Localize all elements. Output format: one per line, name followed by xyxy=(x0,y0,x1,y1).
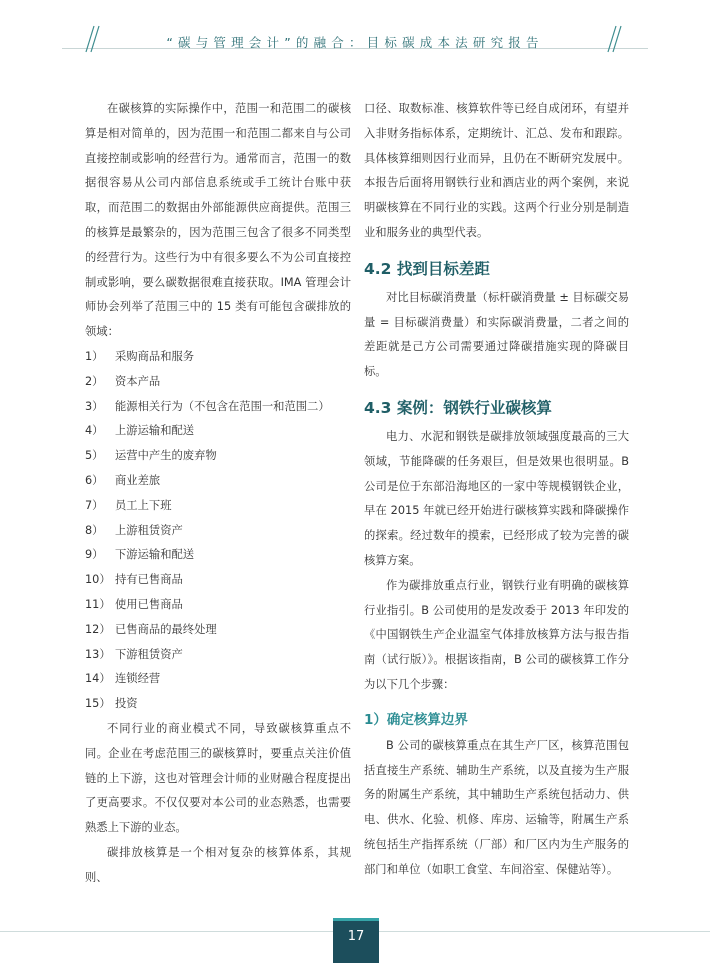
list-item: 12） 已售商品的最终处理 xyxy=(85,622,217,636)
list-item: 3） 能源相关行为（不包含在范围一和范围二） xyxy=(85,399,330,413)
section-heading-4-3: 4.3 案例：钢铁行业碳核算 xyxy=(364,398,552,417)
list-item: 10） 持有已售商品 xyxy=(85,573,183,587)
section-4-3-paragraph-2: 作为碳排放重点行业，钢铁行业有明确的碳核算行业指引。B 公司使用的是发改委于 2013 年印发的《中国钢铁生产企业温室气体排放核算方法与报告指南（试行版）》。根据该指南，B 公司的碳核算工作分为以下几个步骤： xyxy=(364,578,629,691)
subsection-1-text: B 公司的碳核算重点在其生产厂区，核算范围包括直接生产系统、辅助生产系统，以及直接为生产服务的附属生产系统，其中辅助生产系统包括动力、供电、供水、化验、机修、库房、运输等，附属生产系统包括生产指挥系统（厂部）和厂区内为生产服务的部门和单位（如职工食堂、车间浴室、保健站等）。 xyxy=(364,738,629,876)
list-item: 6） 商业差旅 xyxy=(85,473,161,487)
section-4-2-text: 对比目标碳消费量（标杆碳消费量 ± 目标碳交易量 = 目标碳消费量）和实际碳消费量，二者之间的差距就是己方公司需要通过降碳措施实现的降碳目标。 xyxy=(364,290,629,379)
left-paragraph-2: 不同行业的商业模式不同，导致碳核算重点不同。企业在考虑范围三的碳核算时，要重点关注价值链的上下游，这也对管理会计师的业财融合程度提出了更高要求。不仅仅要对本公司的业态熟悉，也需要熟悉上下游的业态。 xyxy=(85,721,351,835)
right-column xyxy=(364,97,629,883)
list-item: 7） 员工上下班 xyxy=(85,498,172,512)
right-paragraph-1: 口径、取数标准、核算软件等已经自成闭环，有望并入非财务指标体系，定期统计、汇总、发布和跟踪。具体核算细则因行业而异，且仍在不断研究发展中。本报告后面将用钢铁行业和酒店业的两个案例，来说明碳核算在不同行业的实践。这两个行业分别是制造业和服务业的典型代表。 xyxy=(364,102,629,239)
section-heading-4-2: 4.2 找到目标差距 xyxy=(364,259,490,278)
list-item: 11） 使用已售商品 xyxy=(85,597,183,611)
running-header-title: “碳与管理会计”的融合：目标碳成本法研究报告 xyxy=(166,35,544,50)
list-item: 2） 资本产品 xyxy=(85,374,161,388)
list-item: 4） 上游运输和配送 xyxy=(85,424,195,438)
section-4-3-paragraph-1: 电力、水泥和钢铁是碳排放领域强度最高的三大领域，节能降碳的任务艰巨，但是效果也很明显。B 公司是位于东部沿海地区的一家中等规模钢铁企业，早在 2015 年就已经开始进行碳核算实践和降碳操作的探索。经过数年的摸索，已经形成了较为完善的碳核算方案。 xyxy=(364,429,629,567)
list-item: 15） 投资 xyxy=(85,697,138,711)
list-item: 14） 连锁经营 xyxy=(85,672,161,686)
subheading-determine-boundary: 1）确定核算边界 xyxy=(364,711,468,728)
list-item: 8） 上游租赁资产 xyxy=(85,523,183,537)
list-item: 1） 采购商品和服务 xyxy=(85,349,195,363)
left-column xyxy=(85,97,351,891)
list-item: 13） 下游租赁资产 xyxy=(85,647,183,661)
scope3-list xyxy=(85,345,351,717)
left-paragraph-1: 在碳核算的实际操作中，范围一和范围二的碳核算是相对简单的，因为范围一和范围二都来自与公司直接控制或影响的经营行为。通常而言，范围一的数据很容易从公司内部信息系统或手工统计台账中获取，而范围二的数据由外部能源供应商提供。范围三的核算是最繁杂的，因为范围三包含了很多不同类型的经营行为。这些行为中有很多要么不为公司直接控制或影响，要么碳数据很难直接获取。IMA 管理会计师协会列举了范围三中的 15 类有可能包含碳排放的领域： xyxy=(85,102,351,339)
page-number: 17 xyxy=(333,918,379,963)
list-item: 5） 运营中产生的废弃物 xyxy=(85,449,217,463)
list-item: 9） 下游运输和配送 xyxy=(85,548,195,562)
left-paragraph-3: 碳排放核算是一个相对复杂的核算体系，其规则、 xyxy=(85,845,351,884)
